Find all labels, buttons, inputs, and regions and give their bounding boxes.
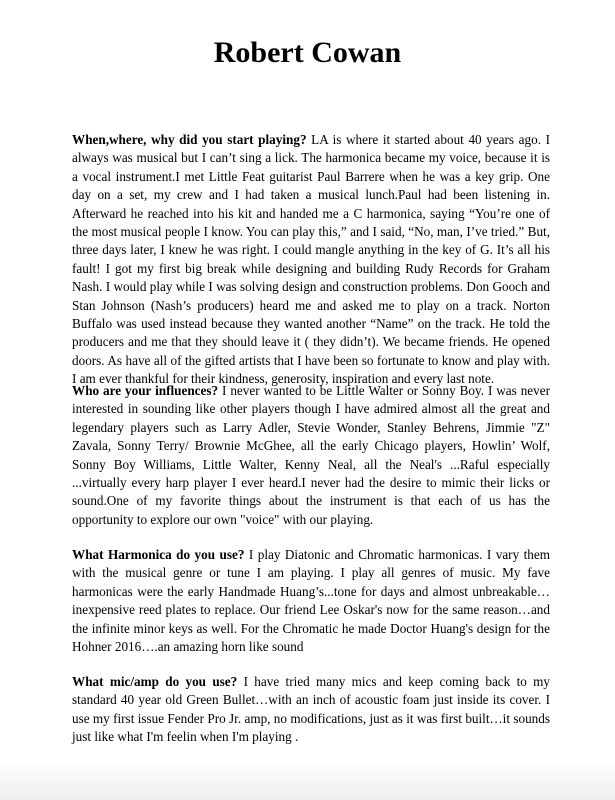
answer-text: I have tried many mics and keep coming back to my standard 40 year old Green Bullet…with an inch of acoustic foam just inside its cover. I use my first issue Fender Pro Jr. amp, no modifications, just as it was first built…it sounds just like what I'm feelin when I'm playing . (72, 674, 551, 745)
interview-section-start-playing (72, 131, 550, 389)
interview-section-harmonica (72, 546, 550, 656)
question-heading: What Harmonica do you use? (72, 547, 245, 562)
interview-section-mic-amp (72, 673, 550, 747)
question-heading: When,where, why did you start playing? (72, 132, 307, 147)
section-paragraph (72, 673, 550, 747)
page-bottom-shadow (0, 760, 615, 800)
interview-section-influences (72, 382, 550, 529)
page-title: Robert Cowan (213, 36, 402, 69)
answer-text: I never wanted to be Little Walter or Sonny Boy. I was never interested in sounding like other players though I have admired almost all the great and legendary players such as Larry Adler, Stevie Wonder, Stanley Behrens, Jimmie "Z" Zavala, Sonny Terry/ Brownie McGhee, all the early Chicago players, Howlin’ Wolf, Sonny Boy Williams, Little Walter, Kenny Neal, all the Neal's ...Raful especially ...virtually every harp player I ever heard.I never had the desire to mimic their licks or sound.One of my favorite things about the instrument is that each of us has the opportunity to explore our own "voice" with our playing. (72, 383, 550, 527)
question-heading: Who are your influences? (72, 383, 219, 398)
answer-text: LA is where it started about 40 years ago. I always was musical but I can’t sing a lick. The harmonica became my voice, because it is a vocal instrument.I met Little Feat guitarist Paul Barrere when he was a key grip. One day on a set, my crew and I had taken a musical lunch.Paul had been listening in. Afterward he reached into his kit and handed me a C harmonica, saying “You’re one of the most musical people I know. You can play this,” and I said, “No, man, I’ve tried.” But, three days later, I knew he was right. I could mangle anything in the key of G. It’s all his fault! I got my first big break while designing and building Rudy Records for Graham Nash. I would play while I was solving design and construction problems. Don Gooch and Stan Johnson (Nash’s producers) heard me and asked me to play on a track. Norton Buffalo was used instead because they wanted another “Name” on the track. He told the producers and me that they should leave it ( they didn’t). We became friends. He opened doors. As have all of the gifted artists that I have been so fortunate to know and play with. I am ever thankful for their kindness, generosity, inspiration and every last note. (72, 132, 550, 387)
section-paragraph (72, 546, 550, 656)
section-paragraph (72, 131, 550, 389)
question-heading: What mic/amp do you use? (72, 674, 238, 689)
answer-text: I play Diatonic and Chromatic harmonicas. I vary them with the musical genre or tune I am playing. I play all genres of music. My fave harmonicas were the early Handmade Huang’s...tone for days and almost unbreakable…inexpensive reed plates to replace. Our friend Lee Oskar's now for the same reason…and the infinite minor keys as well. For the Chromatic he made Doctor Huang's design for the Hohner 2016….an amazing horn like sound (72, 547, 550, 655)
section-paragraph (72, 382, 550, 529)
